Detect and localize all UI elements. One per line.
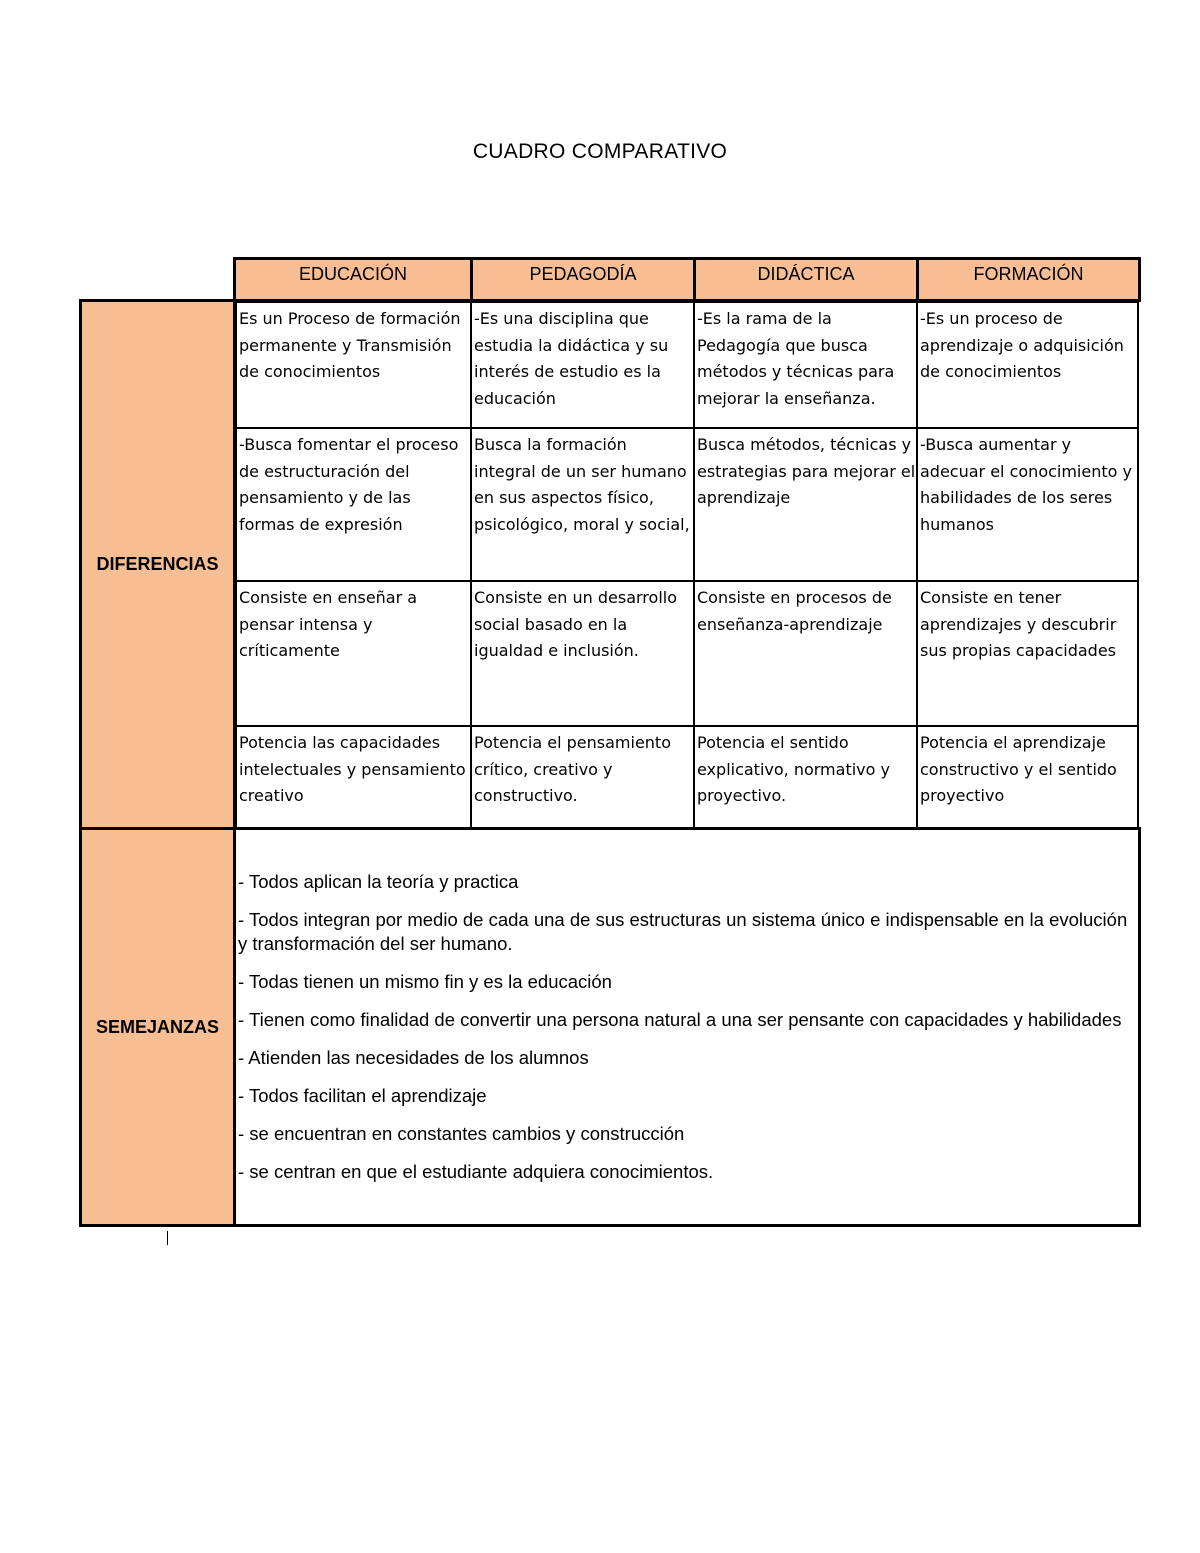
table-cell: -Es la rama de la Pedagogía que busca métodos y técnicas para mejorar la enseñanza. <box>693 301 918 429</box>
column-header-educacion: EDUCACIÓN <box>233 257 473 302</box>
table-cell: Consiste en un desarrollo social basado en la igualdad e inclusión. <box>470 580 695 728</box>
semejanzas-cell <box>233 827 1141 1227</box>
row-label-diferencias-text: DIFERENCIAS <box>96 554 219 574</box>
text-cursor <box>167 1231 168 1245</box>
row-label-semejanzas <box>79 827 236 1227</box>
table-cell: -Es un proceso de aprendizaje o adquisición de conocimientos <box>916 301 1139 429</box>
table-cell: Es un Proceso de formación permanente y Transmisión de conocimientos <box>235 301 472 429</box>
table-cell: Consiste en tener aprendizajes y descubrir sus propias capacidades <box>916 580 1139 728</box>
list-item: - Todos facilitan el aprendizaje <box>238 1085 487 1106</box>
column-header-didactica: DIDÁCTICA <box>693 257 919 302</box>
table-cell: Potencia el aprendizaje constructivo y el sentido proyectivo <box>916 725 1139 829</box>
list-item: - Todos aplican la teoría y practica <box>238 871 519 892</box>
column-header-formacion: FORMACIÓN <box>916 257 1141 302</box>
table-cell: -Es una disciplina que estudia la didáctica y su interés de estudio es la educación <box>470 301 695 429</box>
table-cell: Busca la formación integral de un ser humano en sus aspectos físico, psicológico, moral y social, <box>470 427 695 583</box>
list-item: - se encuentran en constantes cambios y construcción <box>238 1123 685 1144</box>
table-cell: Potencia el sentido explicativo, normativo y proyectivo. <box>693 725 918 829</box>
page-title: CUADRO COMPARATIVO <box>472 140 728 163</box>
list-item: - Todos integran por medio de cada una de sus estructuras un sistema único e indispensable en la evolución y transformación del ser humano. <box>238 909 1128 954</box>
row-label-semejanzas-text: SEMEJANZAS <box>95 1016 220 1037</box>
list-item: - Atienden las necesidades de los alumnos <box>238 1047 589 1068</box>
row-label-diferencias <box>79 299 236 830</box>
table-cell: Consiste en enseñar a pensar intensa y críticamente <box>235 580 472 728</box>
table-cell: Potencia el pensamiento crítico, creativo y constructivo. <box>470 725 695 829</box>
table-cell: -Busca aumentar y adecuar el conocimiento y habilidades de los seres humanos <box>916 427 1139 583</box>
table-cell: Potencia las capacidades intelectuales y pensamiento creativo <box>235 725 472 829</box>
column-header-pedagogia: PEDAGODÍA <box>470 257 696 302</box>
table-cell: -Busca fomentar el proceso de estructuración del pensamiento y de las formas de expresión <box>235 427 472 583</box>
list-item: - se centran en que el estudiante adquiera conocimientos. <box>238 1161 714 1182</box>
table-cell: Consiste en procesos de enseñanza-aprendizaje <box>693 580 918 728</box>
list-item: - Todas tienen un mismo fin y es la educación <box>238 971 612 992</box>
list-item: - Tienen como finalidad de convertir una persona natural a una ser pensante con capacidades y habilidades <box>238 1009 1122 1030</box>
table-cell: Busca métodos, técnicas y estrategias para mejorar el aprendizaje <box>693 427 918 583</box>
